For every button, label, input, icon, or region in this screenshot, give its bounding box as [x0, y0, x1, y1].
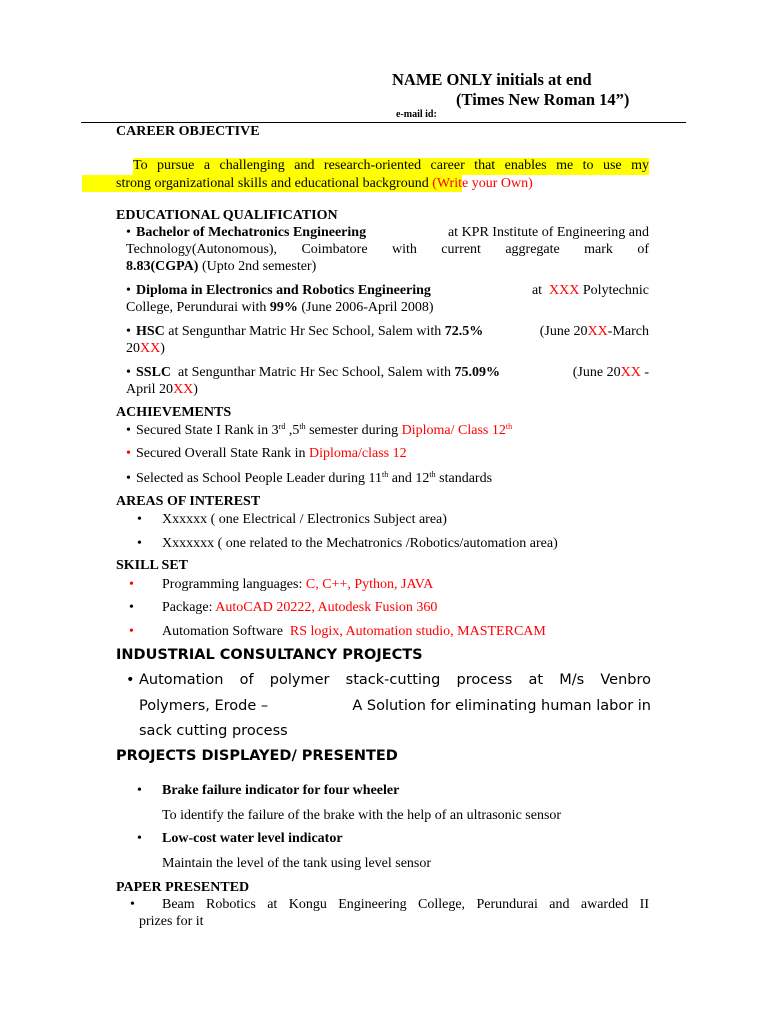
sslc-line2: [126, 382, 198, 398]
project-item: [137, 783, 399, 799]
ach3-b: and 12: [388, 471, 430, 486]
hsc-line2a: 20: [126, 341, 140, 356]
achievement-item: [126, 446, 407, 462]
ach3-sup1: th: [381, 470, 389, 479]
achievement-item: [126, 471, 492, 487]
skill-label: Automation Software: [162, 624, 290, 639]
ach1-b: ,5: [285, 423, 300, 438]
project-title: Brake failure indicator for four wheeler: [162, 783, 400, 798]
bullet-icon: •: [137, 512, 142, 527]
edu-diploma: [126, 283, 649, 299]
edu-bachelor: [126, 225, 649, 241]
skill-item: [129, 624, 546, 640]
education-heading: EDUCATIONAL QUALIFICATION: [116, 208, 338, 223]
sslc-text: at Sengunthar Matric Hr Sec School, Salem with: [178, 365, 451, 380]
hsc-percent: 72.5%: [444, 324, 484, 339]
email-label: e-mail id:: [396, 109, 437, 120]
skill-label: Programming languages:: [162, 577, 306, 592]
project-item: [137, 831, 343, 847]
header-divider: [81, 122, 686, 123]
diploma-line2b: (June 2006-April 2008): [301, 300, 434, 315]
diploma-line2a: College, Perundurai with: [126, 300, 267, 315]
project-desc: Maintain the level of the tank using level sensor: [162, 856, 432, 871]
consultancy-item: [126, 672, 651, 688]
bachelor-mark: 8.83(CGPA): [126, 259, 199, 274]
ach1-sup3: th: [505, 422, 513, 431]
ach1-a: Secured State I Rank in 3: [136, 423, 279, 438]
skill-value: RS logix, Automation studio, MASTERCAM: [289, 624, 546, 639]
paper-line2: prizes for it: [139, 914, 204, 929]
achievement-item: [126, 423, 512, 439]
bullet-icon: •: [126, 423, 131, 438]
diploma-at: at: [531, 283, 543, 298]
skill-label: Package:: [162, 600, 216, 615]
career-objective-heading: CAREER OBJECTIVE: [116, 124, 260, 139]
sslc-percent: 75.09%: [454, 365, 500, 380]
hsc-text: at Sengunthar Matric Hr Sec School, Salem with: [168, 324, 442, 339]
bachelor-degree: Bachelor of Mechatronics Engineering: [136, 225, 367, 240]
diploma-placeholder: XXX: [549, 283, 580, 298]
ach1-c: semester during: [305, 423, 402, 438]
bullet-icon: •: [137, 783, 142, 798]
edu-sslc: [126, 365, 649, 381]
bullet-icon: •: [137, 831, 142, 846]
bachelor-line1-rest: at KPR Institute of Engineering and: [447, 225, 649, 240]
hsc-xx1: XX: [587, 324, 608, 339]
skills-heading: SKILL SET: [116, 558, 188, 573]
bullet-icon: •: [126, 283, 131, 298]
consultancy-line1: Automation of polymer stack-cutting process at M/s Venbro: [139, 672, 651, 688]
paper-line1: Beam Robotics at Kongu Engineering College, Perundurai and awarded II: [162, 897, 649, 912]
bullet-icon: •: [130, 897, 135, 912]
name-line: NAME ONLY initials at end: [392, 70, 592, 89]
edu-hsc: [126, 324, 649, 340]
achievements-heading: ACHIEVEMENTS: [116, 405, 232, 420]
bullet-icon: •: [129, 624, 134, 639]
consultancy-heading: INDUSTRIAL CONSULTANCY PROJECTS: [116, 647, 423, 663]
ach1-sup2: th: [299, 422, 306, 431]
bullet-icon: •: [129, 600, 134, 615]
project-desc: To identify the failure of the brake with the help of an ultrasonic sensor: [162, 808, 562, 823]
diploma-line2: [126, 300, 434, 316]
interest-text: Xxxxxxx ( one related to the Mechatronics /Robotics/automation area): [162, 536, 558, 551]
skill-item: [129, 600, 437, 616]
career-line2-wrap: [116, 176, 533, 192]
sslc-xx2: XX: [173, 382, 194, 397]
projects-heading: PROJECTS DISPLAYED/ PRESENTED: [116, 748, 398, 764]
skill-value: C, C++, Python, JAVA: [305, 577, 434, 592]
paper-heading: PAPER PRESENTED: [116, 880, 250, 895]
bachelor-line2: Technology(Autonomous), Coimbatore with current aggregate mark of: [126, 242, 649, 257]
career-line1: To pursue a challenging and research-oriented career that enables me to use my: [133, 158, 649, 173]
interest-item: [137, 512, 447, 528]
bullet-icon: •: [137, 536, 142, 551]
bullet-icon: •: [126, 446, 131, 461]
ach3-a: Selected as School People Leader during 11: [136, 471, 382, 486]
hsc-label: HSC: [136, 324, 165, 339]
ach2-red: Diploma/class 12: [309, 446, 407, 461]
diploma-degree: Diploma in Electronics and Robotics Engineering: [136, 283, 431, 298]
hsc-line2b: ): [160, 341, 165, 356]
sslc-line2b: ): [193, 382, 198, 397]
sslc-line2a: April 20: [126, 382, 174, 397]
sslc-date-a: (June 20: [572, 365, 621, 380]
consultancy-line2a: Polymers, Erode –: [139, 698, 269, 714]
bullet-icon: •: [126, 365, 131, 380]
bachelor-line3: [126, 259, 316, 275]
ach3-c: standards: [435, 471, 493, 486]
career-line1-highlight: [133, 158, 649, 175]
consultancy-line2b: A Solution for eliminating human labor in: [352, 698, 651, 714]
bullet-icon: •: [126, 672, 135, 688]
diploma-percent: 99%: [269, 300, 298, 315]
skill-item: [129, 577, 433, 593]
consultancy-line2: [139, 698, 651, 714]
interests-heading: AREAS OF INTEREST: [116, 494, 261, 509]
bachelor-mark-rest: (Upto 2nd semester): [201, 259, 317, 274]
font-note: (Times New Roman 14”): [456, 90, 630, 109]
ach1-sup1: rd: [278, 422, 286, 431]
interest-text: Xxxxxx ( one Electrical / Electronics Subject area): [162, 512, 447, 527]
hsc-xx2: XX: [140, 341, 161, 356]
hsc-line2: [126, 341, 165, 357]
skill-value: AutoCAD 20222, Autodesk Fusion 360: [215, 600, 438, 615]
career-line2: strong organizational skills and educational background: [116, 176, 429, 191]
ach2-a: Secured Overall State Rank in: [136, 446, 310, 461]
bullet-icon: •: [126, 471, 131, 486]
hsc-date-b: -March: [607, 324, 649, 339]
sslc-xx1: XX: [620, 365, 641, 380]
ach3-sup2: th: [429, 470, 436, 479]
sslc-date-b: -: [644, 365, 649, 380]
career-note: (Write your Own): [432, 176, 533, 191]
hsc-date-a: (June 20: [539, 324, 588, 339]
ach1-red: Diploma/ Class 12: [401, 423, 506, 438]
paper-item: [130, 897, 649, 913]
sslc-label: SSLC: [136, 365, 172, 380]
diploma-poly: Polytechnic: [582, 283, 649, 298]
project-title: Low-cost water level indicator: [162, 831, 343, 846]
interest-item: [137, 536, 558, 552]
consultancy-line3: sack cutting process: [139, 723, 288, 739]
bullet-icon: •: [129, 577, 134, 592]
bullet-icon: •: [126, 324, 131, 339]
bullet-icon: •: [126, 225, 131, 240]
